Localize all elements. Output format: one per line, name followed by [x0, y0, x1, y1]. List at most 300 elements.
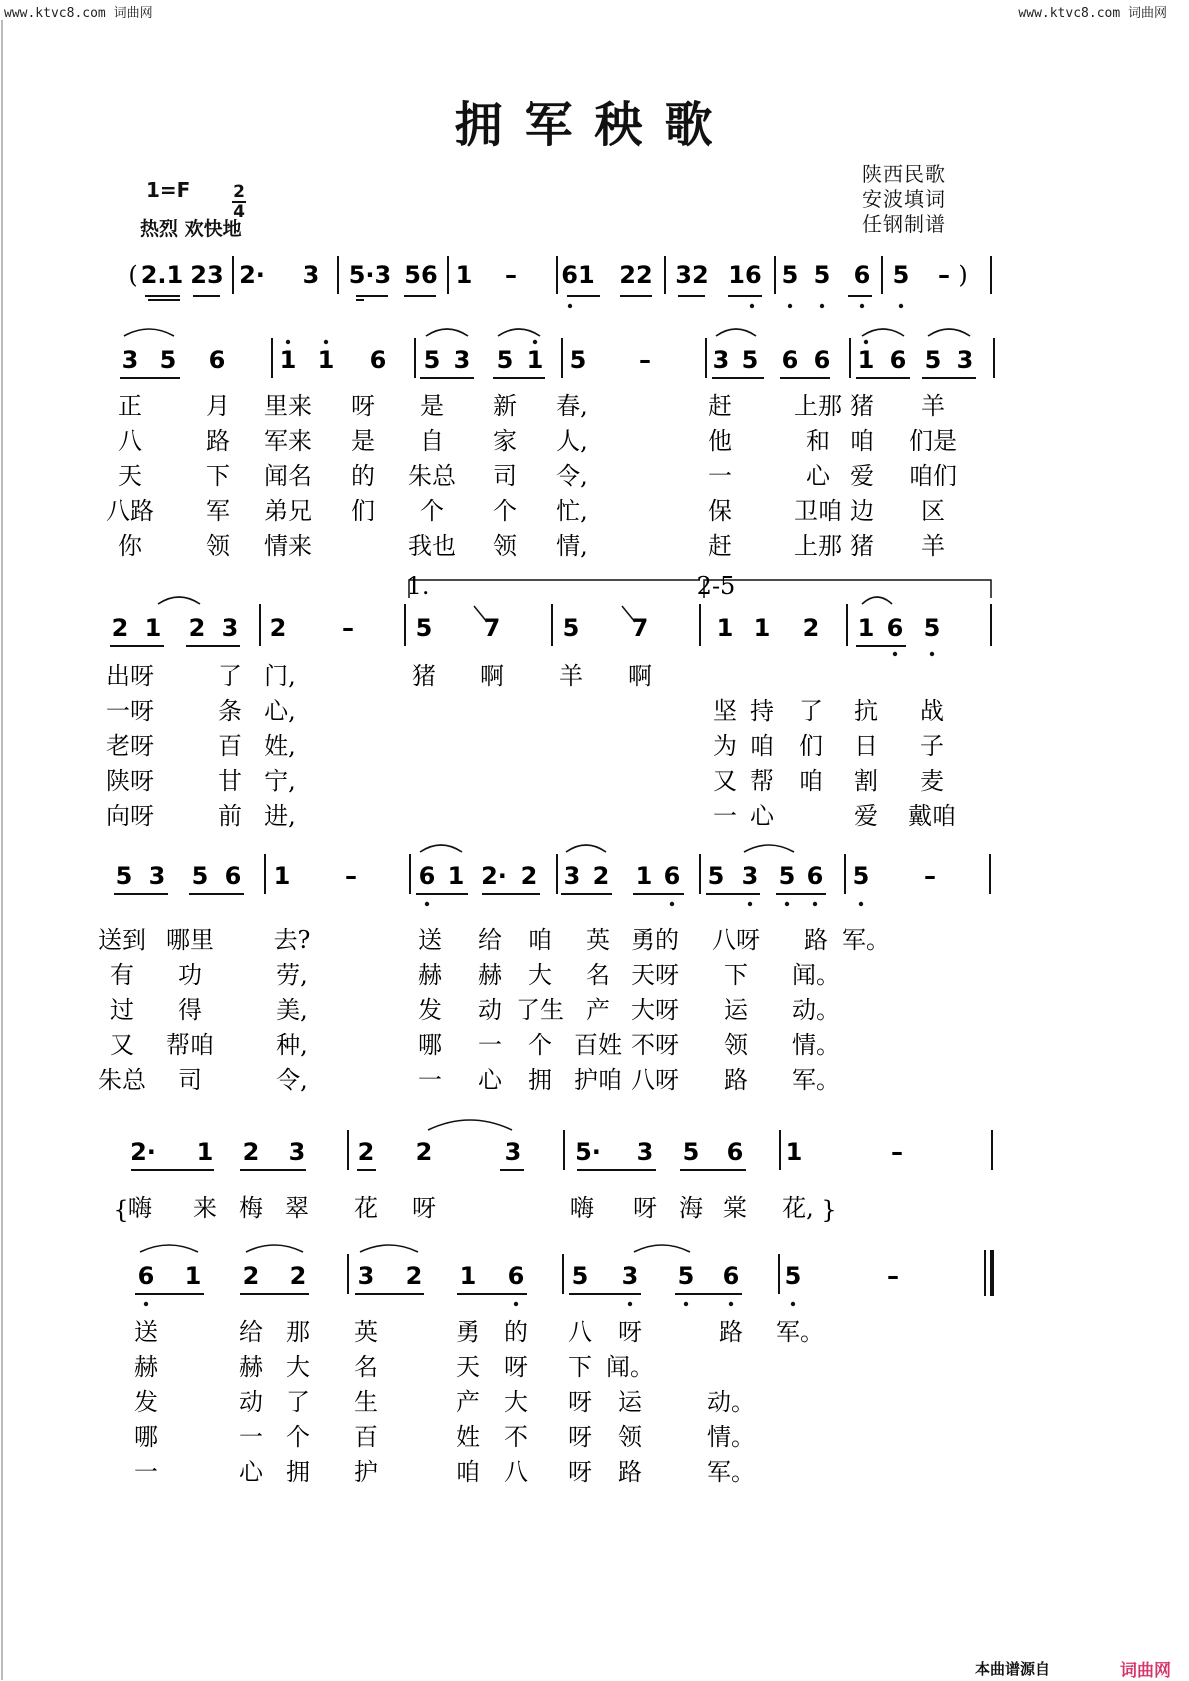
row3-lyric: 领 — [724, 1031, 748, 1059]
row3-note: – — [924, 862, 936, 890]
row2-note: 1 — [857, 614, 875, 642]
row4-note: 3 — [504, 1138, 522, 1166]
row2-lyric: 姓, — [264, 732, 296, 760]
row3-lyric: 又 — [110, 1031, 134, 1059]
row1-lyric: 朱总 — [408, 462, 456, 490]
row3-lyric: 种, — [276, 1031, 308, 1059]
row5-lyric: 领 — [618, 1423, 642, 1451]
row2-lyric: 战 — [920, 697, 944, 725]
row4-lyric: 呀 — [633, 1194, 657, 1222]
intro-note: 3 — [302, 261, 320, 289]
row1-note: 5 — [496, 346, 514, 374]
row3-lyric: 护咱 — [574, 1066, 622, 1094]
row1-note: 3 — [453, 346, 471, 374]
row1-note: 6 — [889, 346, 907, 374]
row1-lyric: 呀 — [351, 392, 375, 420]
row5-lyric: 的 — [504, 1318, 528, 1346]
row3-lyric: 动。 — [792, 996, 840, 1024]
row3-note: 2 — [520, 862, 538, 890]
row1-lyric: 我也 — [408, 532, 456, 560]
credit-arranger: 任钢制谱 — [862, 212, 946, 236]
row1-lyric: 你 — [118, 532, 142, 560]
octave-dot — [533, 340, 537, 344]
row2-lyric: 戴咱 — [908, 802, 956, 830]
row1-lyric: 心 — [806, 462, 830, 490]
row1-lyric: 忙, — [556, 497, 588, 525]
row3-lyric: 情。 — [792, 1031, 840, 1059]
row1-lyric: 领 — [493, 532, 517, 560]
row1-lyric: 个 — [493, 497, 517, 525]
row1-note: 5 — [569, 346, 587, 374]
row2-lyric: 爱 — [854, 802, 878, 830]
row2-lyric: 老呀 — [106, 732, 154, 760]
row2-lyric: 为 — [713, 732, 737, 760]
row1-lyric: 人, — [556, 427, 588, 455]
row2-lyric: 心 — [750, 802, 774, 830]
slur — [744, 845, 794, 852]
row3-lyric: 发 — [418, 996, 442, 1024]
octave-dot — [864, 340, 868, 344]
row4-note: 5· — [575, 1138, 601, 1166]
row2-lyric: 猪 — [412, 662, 436, 690]
row1-note: 3 — [956, 346, 974, 374]
row5-lyric: 运 — [618, 1388, 642, 1416]
row2-lyric: 出呀 — [106, 662, 154, 690]
row1-lyric: 羊 — [921, 532, 945, 560]
row5-lyric: 八 — [568, 1318, 592, 1346]
row2-lyric: 陕呀 — [106, 767, 154, 795]
octave-dot — [860, 304, 864, 308]
row4-note: 2 — [357, 1138, 375, 1166]
row2-note: 7 — [631, 614, 649, 642]
row3-lyric: 百姓 — [574, 1031, 622, 1059]
row5-lyric: 路 — [618, 1458, 642, 1486]
brace-open: { — [113, 1196, 129, 1224]
row1-lyric: 一 — [708, 462, 732, 490]
row1-lyric: 八 — [118, 427, 142, 455]
row3-lyric: 朱总 — [98, 1066, 146, 1094]
row3-lyric: 哪里 — [166, 926, 214, 954]
site-watermark-right: www.ktvc8.com 词曲网 — [1018, 6, 1167, 21]
row1-note: 6 — [208, 346, 226, 374]
row3-note: 1 — [447, 862, 465, 890]
row3-lyric: 哪 — [418, 1031, 442, 1059]
row2-lyric: 又 — [713, 767, 737, 795]
intro-note: – — [505, 261, 517, 289]
row1-lyric: 军 — [206, 497, 230, 525]
row4-note: 3 — [288, 1138, 306, 1166]
slur — [158, 597, 200, 604]
row1-lyric: 是 — [351, 427, 375, 455]
intro-note: 5 — [781, 261, 799, 289]
row2-lyric: 咱 — [750, 732, 774, 760]
row2-lyric: 日 — [854, 732, 878, 760]
row1-lyric: 闻名 — [264, 462, 312, 490]
octave-dot — [286, 340, 290, 344]
row3-note: 1 — [273, 862, 291, 890]
row5-lyric: 下 — [568, 1353, 592, 1381]
row1-note: 1 — [526, 346, 544, 374]
row3-lyric: 拥 — [528, 1066, 552, 1094]
intro-note: ) — [958, 261, 968, 289]
row5-lyric: 赫 — [239, 1353, 263, 1381]
row2-lyric: 啊 — [628, 662, 652, 690]
row2-lyric: 宁, — [264, 767, 296, 795]
row5-lyric: 动。 — [707, 1388, 755, 1416]
row3-note: 5 — [191, 862, 209, 890]
row5-lyric: 军。 — [707, 1458, 755, 1486]
row5-lyric: 勇 — [456, 1318, 480, 1346]
row3-note: – — [345, 862, 357, 890]
slur — [862, 329, 904, 336]
row1-note: 6 — [781, 346, 799, 374]
row3-note: 1 — [635, 862, 653, 890]
row1-lyric: 领 — [206, 532, 230, 560]
intro-note: 56 — [404, 261, 438, 289]
row1-note: 3 — [121, 346, 139, 374]
row4-lyric: 花 — [354, 1194, 378, 1222]
row5-lyric: 一 — [134, 1458, 158, 1486]
row3-lyric: 个 — [528, 1031, 552, 1059]
row2-lyric: 坚 — [713, 697, 737, 725]
row1-lyric: 军来 — [264, 427, 312, 455]
row5-lyric: 百 — [354, 1423, 378, 1451]
row5-lyric: 呀 — [568, 1423, 592, 1451]
row5-lyric: 心 — [239, 1458, 263, 1486]
row5-lyric: 姓 — [456, 1423, 480, 1451]
row1-lyric: 是 — [420, 392, 444, 420]
row3-note: 6 — [806, 862, 824, 890]
row1-note: 6 — [813, 346, 831, 374]
row1-lyric: 咱们 — [909, 462, 957, 490]
row5-lyric: 呀 — [504, 1353, 528, 1381]
row2-note: 1 — [753, 614, 771, 642]
row5-lyric: 呀 — [618, 1318, 642, 1346]
site-watermark-left: www.ktvc8.com 词曲网 — [4, 6, 153, 21]
slur — [360, 1245, 418, 1252]
row5-note: 5 — [784, 1262, 802, 1290]
slur — [420, 845, 462, 852]
row2-lyric: 割 — [854, 767, 878, 795]
row5-lyric: 大 — [286, 1353, 310, 1381]
row1-lyric: 猪 — [850, 392, 874, 420]
row5-note: 6 — [722, 1262, 740, 1290]
row5-note: 2 — [289, 1262, 307, 1290]
slur — [140, 1245, 198, 1252]
row1-lyric: 新 — [493, 392, 517, 420]
row2-lyric: 心, — [264, 697, 296, 725]
intro-note: 5 — [892, 261, 910, 289]
octave-dot — [930, 652, 934, 656]
intro-note: 22 — [619, 261, 653, 289]
row2-lyric: 羊 — [559, 662, 583, 690]
row3-lyric: 动 — [478, 996, 502, 1024]
row5-note: 1 — [459, 1262, 477, 1290]
row1-lyric: 和 — [806, 427, 830, 455]
row3-lyric: 一 — [478, 1031, 502, 1059]
row5-note: 5 — [677, 1262, 695, 1290]
row3-lyric: 了生 — [516, 996, 564, 1024]
row1-lyric: 的 — [351, 462, 375, 490]
credit-folk-song: 陕西民歌 — [862, 162, 946, 186]
row3-lyric: 送 — [418, 926, 442, 954]
octave-dot — [670, 902, 674, 906]
row2-note: 6 — [886, 614, 904, 642]
row4-note: – — [891, 1138, 903, 1166]
intro-note: – — [938, 261, 950, 289]
row1-lyric: 里来 — [264, 392, 312, 420]
row5-note: 3 — [621, 1262, 639, 1290]
intro-note: 2· — [239, 261, 265, 289]
row5-note: 3 — [357, 1262, 375, 1290]
row1-lyric: 天 — [118, 462, 142, 490]
row3-lyric: 咱 — [528, 926, 552, 954]
octave-dot — [750, 304, 754, 308]
row3-note: 3 — [148, 862, 166, 890]
row3-lyric: 不呀 — [631, 1031, 679, 1059]
row2-lyric: 前 — [218, 802, 242, 830]
row5-lyric: 咱 — [456, 1458, 480, 1486]
row2-lyric: 持 — [750, 697, 774, 725]
volta-bracket-second — [704, 580, 991, 598]
row4-note: 5 — [682, 1138, 700, 1166]
row5-lyric: 闻。 — [606, 1353, 654, 1381]
octave-dot — [729, 1302, 733, 1306]
octave-dot — [684, 1302, 688, 1306]
row2-lyric: 麦 — [920, 767, 944, 795]
row1-lyric: 月 — [206, 392, 230, 420]
octave-dot — [791, 1302, 795, 1306]
row1-lyric: 他 — [708, 427, 732, 455]
row5-lyric: 呀 — [568, 1388, 592, 1416]
row2-note: 2 — [269, 614, 287, 642]
row2-lyric: 子 — [920, 732, 944, 760]
slur — [426, 329, 468, 336]
row4-lyric: 来 — [193, 1194, 217, 1222]
row4-note: 2 — [415, 1138, 433, 1166]
row2-lyric: 一呀 — [106, 697, 154, 725]
row2-note: 1 — [716, 614, 734, 642]
row4-lyric: 梅 — [239, 1194, 263, 1222]
row1-lyric: 赶 — [708, 532, 732, 560]
row3-note: 6 — [418, 862, 436, 890]
row3-lyric: 名 — [586, 961, 610, 989]
row3-lyric: 过 — [110, 996, 134, 1024]
brace-close: } — [821, 1196, 837, 1224]
row2-lyric: 抗 — [854, 697, 878, 725]
row3-lyric: 有 — [110, 961, 134, 989]
row3-lyric: 八呀 — [631, 1066, 679, 1094]
row3-lyric: 下 — [724, 961, 748, 989]
row5-lyric: 情。 — [707, 1423, 755, 1451]
row5-lyric: 给 — [239, 1318, 263, 1346]
row3-note: 2 — [592, 862, 610, 890]
row2-lyric: 了 — [799, 697, 823, 725]
row5-note: 1 — [184, 1262, 202, 1290]
row2-note: 3 — [221, 614, 239, 642]
row1-lyric: 家 — [493, 427, 517, 455]
tempo-marking: 热烈 欢快地 — [140, 218, 242, 240]
row1-lyric: 们 — [351, 497, 375, 525]
footer-source-text: 本曲谱源自 — [975, 1660, 1051, 1678]
intro-note: 32 — [675, 261, 709, 289]
row3-lyric: 给 — [478, 926, 502, 954]
row1-lyric: 咱 — [850, 427, 874, 455]
credit-lyricist: 安波填词 — [862, 187, 946, 211]
row4-lyric: 嗨 — [128, 1194, 152, 1222]
row5-lyric: 名 — [354, 1353, 378, 1381]
row3-lyric: 司 — [178, 1066, 202, 1094]
volta-label-second: 2-5 — [696, 572, 736, 600]
row5-lyric: 大 — [504, 1388, 528, 1416]
row1-lyric: 羊 — [921, 392, 945, 420]
row2-lyric: 们 — [799, 732, 823, 760]
row5-lyric: 不 — [504, 1423, 528, 1451]
row2-lyric: 进, — [264, 802, 296, 830]
tie — [428, 1120, 512, 1130]
slur — [246, 1245, 303, 1252]
row1-lyric: 司 — [493, 462, 517, 490]
slur — [928, 329, 970, 336]
slur — [566, 845, 606, 852]
row4-lyric: 花, — [782, 1194, 814, 1222]
row3-note: 6 — [224, 862, 242, 890]
row2-note: 5 — [923, 614, 941, 642]
row3-lyric: 赫 — [418, 961, 442, 989]
row3-lyric: 运 — [724, 996, 748, 1024]
time-signature-bottom: 4 — [233, 202, 245, 222]
slur — [716, 329, 756, 336]
row2-lyric: 向呀 — [106, 802, 154, 830]
row5-lyric: 个 — [286, 1423, 310, 1451]
score — [2, 20, 994, 1680]
row5-lyric: 天 — [456, 1353, 480, 1381]
row2-lyric: 咱 — [799, 767, 823, 795]
row3-lyric: 产 — [586, 996, 610, 1024]
slur — [498, 329, 540, 336]
row4-note: 2 — [242, 1138, 260, 1166]
row3-note: 5 — [115, 862, 133, 890]
intro-note: 61 — [561, 261, 595, 289]
row2-lyric: 门, — [264, 662, 296, 690]
row3-lyric: 美, — [276, 996, 308, 1024]
row1-lyric: 情, — [556, 532, 588, 560]
intro-note: 5·3 — [348, 261, 392, 289]
time-signature-top: 2 — [233, 182, 245, 202]
row1-lyric: 正 — [118, 392, 142, 420]
row4-note: 3 — [636, 1138, 654, 1166]
row4-note: 2· — [130, 1138, 156, 1166]
row5-lyric: 产 — [456, 1388, 480, 1416]
row5-lyric: 军。 — [776, 1318, 824, 1346]
row5-note: 6 — [507, 1262, 525, 1290]
key-signature: 1=F — [146, 178, 191, 202]
octave-dot — [899, 304, 903, 308]
row1-lyric: 路 — [206, 427, 230, 455]
row1-note: 6 — [369, 346, 387, 374]
row1-note: 1 — [857, 346, 875, 374]
row1-lyric: 保 — [708, 497, 732, 525]
row1-lyric: 上那 — [794, 392, 842, 420]
row2-note: 2 — [111, 614, 129, 642]
intro-note: 1 — [455, 261, 473, 289]
row1-lyric: 下 — [206, 462, 230, 490]
row4-note: 6 — [726, 1138, 744, 1166]
row5-lyric: 一 — [239, 1423, 263, 1451]
row3-lyric: 勇的 — [631, 926, 679, 954]
octave-dot — [859, 902, 863, 906]
row5-note: 2 — [242, 1262, 260, 1290]
octave-dot — [628, 1302, 632, 1306]
row1-lyric: 令, — [556, 462, 588, 490]
row5-lyric: 动 — [239, 1388, 263, 1416]
row1-lyric: 弟兄 — [264, 497, 312, 525]
row5-lyric: 赫 — [134, 1353, 158, 1381]
row1-lyric: 卫咱 — [794, 497, 842, 525]
slur — [862, 597, 892, 604]
row1-lyric: 春, — [556, 392, 588, 420]
row2-note: 5 — [415, 614, 433, 642]
octave-dot — [785, 902, 789, 906]
row5-lyric: 护 — [354, 1458, 378, 1486]
row1-lyric: 八路 — [106, 497, 154, 525]
row1-lyric: 上那 — [794, 532, 842, 560]
row5-note: 6 — [137, 1262, 155, 1290]
row5-lyric: 拥 — [286, 1458, 310, 1486]
row3-lyric: 劳, — [276, 961, 308, 989]
row2-lyric: 啊 — [480, 662, 504, 690]
row3-note: 2· — [481, 862, 507, 890]
row2-lyric: 甘 — [218, 767, 242, 795]
row5-lyric: 送 — [134, 1318, 158, 1346]
row1-lyric: 赶 — [708, 392, 732, 420]
intro-note: ( — [128, 261, 138, 289]
row2-lyric: 了 — [218, 662, 242, 690]
row5-note: 2 — [405, 1262, 423, 1290]
row3-lyric: 大呀 — [631, 996, 679, 1024]
row5-lyric: 发 — [134, 1388, 158, 1416]
octave-dot — [514, 1302, 518, 1306]
row3-note: 3 — [741, 862, 759, 890]
row4-note: 1 — [196, 1138, 214, 1166]
volta-label-first: 1. — [406, 572, 430, 600]
row3-note: 5 — [778, 862, 796, 890]
octave-dot — [144, 1302, 148, 1306]
row1-lyric: 区 — [921, 497, 945, 525]
row3-lyric: 功 — [178, 961, 202, 989]
row2-lyric: 条 — [218, 697, 242, 725]
row3-lyric: 天呀 — [631, 961, 679, 989]
octave-dot — [568, 304, 572, 308]
row2-lyric: 帮 — [750, 767, 774, 795]
row3-lyric: 去? — [273, 926, 311, 954]
row2-note: 2 — [802, 614, 820, 642]
row3-lyric: 闻。 — [792, 961, 840, 989]
row1-note: 5 — [423, 346, 441, 374]
row5-lyric: 呀 — [568, 1458, 592, 1486]
row5-lyric: 哪 — [134, 1423, 158, 1451]
octave-dot — [324, 340, 328, 344]
row4-lyric: 呀 — [412, 1194, 436, 1222]
octave-dot — [748, 902, 752, 906]
row3-lyric: 英 — [586, 926, 610, 954]
row3-lyric: 心 — [478, 1066, 502, 1094]
slur — [124, 329, 174, 336]
row1-lyric: 情来 — [264, 532, 312, 560]
row2-note: 5 — [562, 614, 580, 642]
row3-lyric: 令, — [276, 1066, 308, 1094]
row3-lyric: 路 — [724, 1066, 748, 1094]
